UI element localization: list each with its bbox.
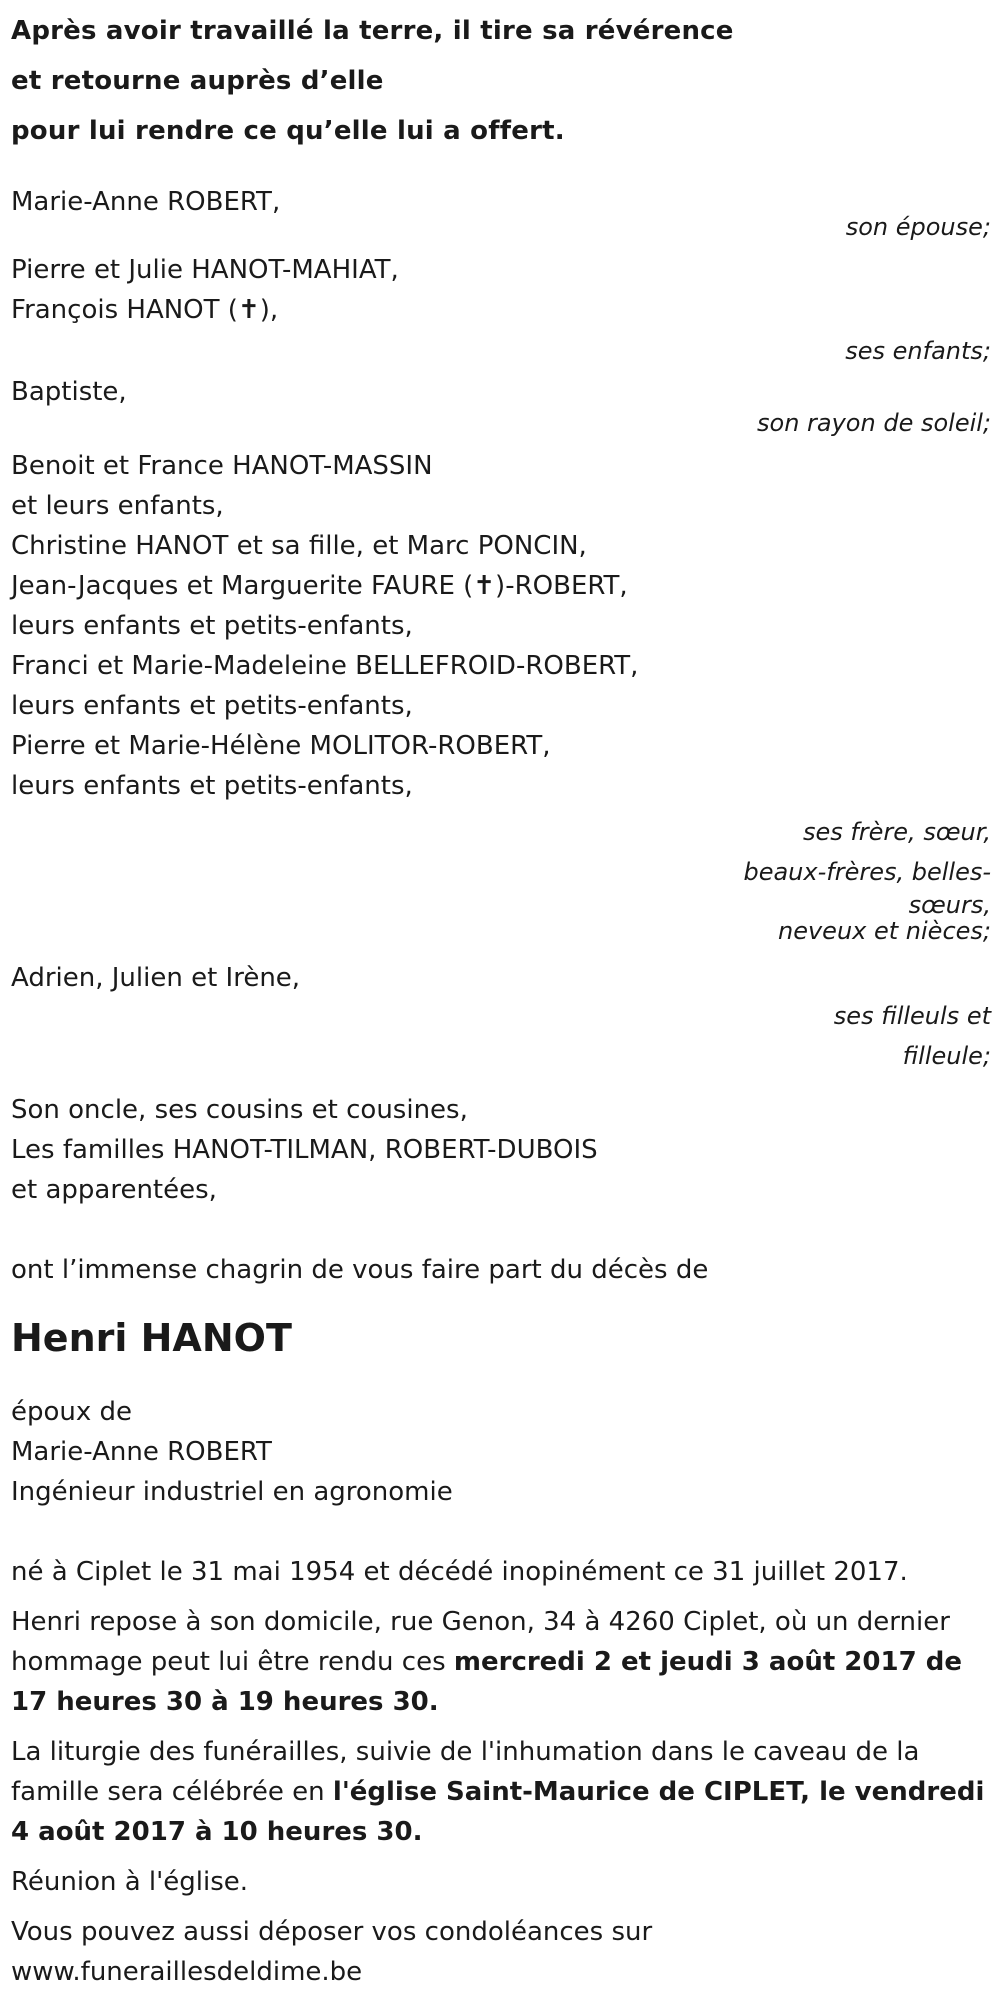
children-relation: ses enfants; [845, 337, 991, 365]
siblings-relation [721, 812, 991, 944]
announcement: ont l’immense chagrin de vous faire part du décès de [11, 1255, 709, 1285]
liturgy-intro: La liturgie des funérailles, suivie de l'inhumation dans le caveau de la famille sera célébrée en [11, 1737, 920, 1807]
godchildren-name: Adrien, Julien et Irène, [11, 963, 301, 993]
godchildren-relation [721, 996, 991, 1076]
sibling-line: Jean-Jacques et Marguerite FAURE (✝)-ROBERT, [11, 571, 628, 601]
sibling-line: leurs enfants et petits-enfants, [11, 771, 413, 801]
siblings-relation-line: neveux et nièces; [778, 917, 991, 945]
sibling-line: Benoit et France HANOT-MASSIN [11, 451, 433, 481]
condolences-link[interactable]: www.funeraillesdeldime.be [11, 1957, 363, 1987]
detail-line: Marie-Anne ROBERT [11, 1437, 272, 1467]
epigraph-line: Après avoir travaillé la terre, il tire sa révérence [11, 16, 734, 46]
epigraph-line: et retourne auprès d’elle [11, 66, 384, 96]
family-line: Son oncle, ses cousins et cousines, [11, 1095, 468, 1125]
godchildren-relation-line: filleule; [902, 1042, 991, 1070]
deceased-name: Henri HANOT [11, 1316, 292, 1360]
deceased-details [11, 1392, 991, 1512]
siblings-relation-line: beaux-frères, belles- [743, 858, 991, 886]
detail-line: Ingénieur industriel en agronomie [11, 1477, 453, 1507]
birth-death-text: né à Ciplet le 31 mai 1954 et décédé inopinément ce 31 juillet 2017. [11, 1557, 908, 1587]
liturgy-paragraph [11, 1732, 991, 1852]
epigraph-line: pour lui rendre ce qu’elle lui a offert. [11, 116, 565, 146]
sibling-line: et leurs enfants, [11, 491, 224, 521]
siblings-block [11, 446, 991, 944]
condolences-paragraph [11, 1912, 991, 1992]
detail-line: époux de [11, 1397, 133, 1427]
children-block [11, 250, 991, 368]
siblings-relation-line: ses frère, sœur, [802, 818, 991, 846]
child-line: Pierre et Julie HANOT-MAHIAT, [11, 255, 399, 285]
spouse-name: Marie-Anne ROBERT, [11, 187, 281, 217]
sibling-line: leurs enfants et petits-enfants, [11, 611, 413, 641]
sibling-line: Franci et Marie-Madeleine BELLEFROID-ROBERT, [11, 651, 639, 681]
family-line: et apparentées, [11, 1175, 217, 1205]
spouse-block [11, 182, 991, 244]
meeting-text: Réunion à l'église. [11, 1867, 249, 1897]
sibling-line: Christine HANOT et sa fille, et Marc PONCIN, [11, 531, 587, 561]
condolences-text: Vous pouvez aussi déposer vos condoléances sur [11, 1917, 653, 1947]
child-line: François HANOT (✝), [11, 295, 279, 325]
grandchild-relation: son rayon de soleil; [757, 409, 991, 437]
siblings-relation-line: sœurs, [908, 891, 991, 919]
epigraph [11, 6, 991, 156]
rest-paragraph [11, 1602, 991, 1722]
family-block [11, 1090, 991, 1210]
family-line: Les familles HANOT-TILMAN, ROBERT-DUBOIS [11, 1135, 598, 1165]
grandchild-block [11, 372, 991, 440]
godchildren-block [11, 958, 991, 1076]
rest-intro: Henri repose à son domicile, rue Genon, 34 à 4260 Ciplet, où un dernier hommage peut lui être rendu ces [11, 1607, 950, 1677]
obituary-page [11, 0, 991, 2002]
grandchild-name: Baptiste, [11, 377, 127, 407]
spouse-relation: son épouse; [845, 213, 991, 241]
rest-dates: mercredi 2 et jeudi 3 août 2017 de 17 heures 30 à 19 heures 30. [11, 1647, 962, 1717]
sibling-line: Pierre et Marie-Hélène MOLITOR-ROBERT, [11, 731, 551, 761]
liturgy-details: l'église Saint-Maurice de CIPLET, le vendredi 4 août 2017 à 10 heures 30. [11, 1777, 985, 1847]
godchildren-relation-line: ses filleuls et [833, 1002, 991, 1030]
sibling-line: leurs enfants et petits-enfants, [11, 691, 413, 721]
